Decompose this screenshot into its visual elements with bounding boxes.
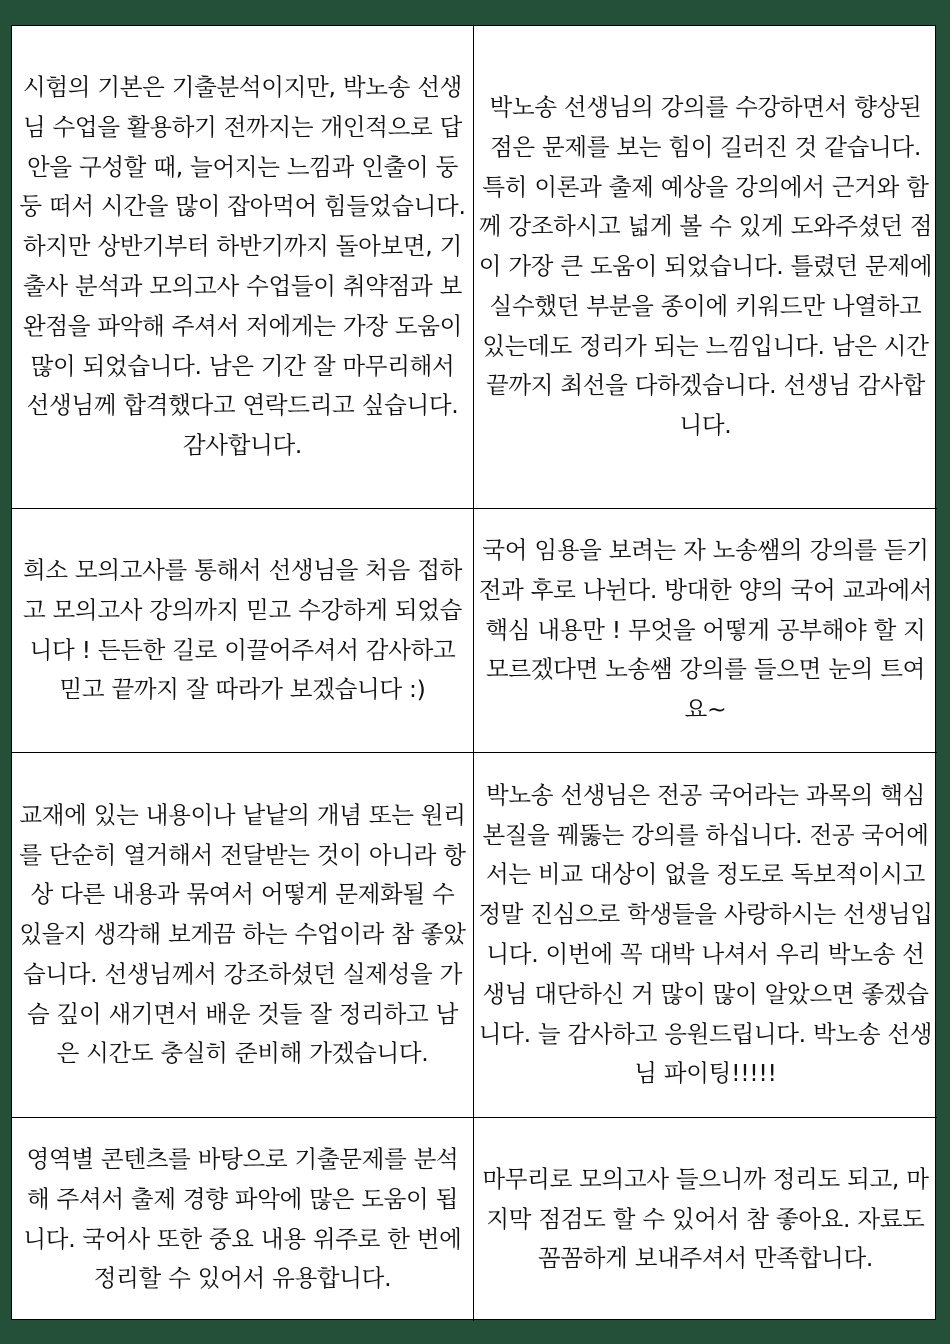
review-text: 박노송 선생님은 전공 국어라는 과목의 핵심 본질을 꿰뚫는 강의를 하십니다. 전공 국어에서는 비교 대상이 없을 정도로 독보적이시고 정말 진심으로 학생들을 사랑하시는 선생님입니다. 이번에 꼭 대박 나셔서 우리 박노송 선생님 대단하신 거 많이 많이 알았으면 좋겠습니다. 늘 감사하고 응원드립니다. 박노송 선생님 파이팅!!!!! [478,780,933,1088]
review-text: 교재에 있는 내용이나 낱낱의 개념 또는 원리를 단순히 열거해서 전달받는 것이 아니라 항상 다른 내용과 묶여서 어떻게 문제화될 수 있을지 생각해 보게끔 하는 수업이라 참 좋았습니다. 선생님께서 강조하셨던 실제성을 가슴 깊이 새기면서 배운 것들 잘 정리하고 남은 시간도 충실히 준비해 가겠습니다. [19,800,466,1068]
review-cell [474,753,937,1118]
review-cell [474,509,937,753]
review-text: 영역별 콘텐츠를 바탕으로 기출문제를 분석해 주셔서 출제 경향 파악에 많은 도움이 됩니다. 국어사 또한 중요 내용 위주로 한 번에 정리할 수 있어서 유용합니다. [23,1144,462,1293]
review-table [11,25,936,1320]
review-text: 희소 모의고사를 통해서 선생님을 처음 접하고 모의고사 강의까지 믿고 수강하게 되었습니다 ! 든든한 길로 이끌어주셔서 감사하고 믿고 끝까지 잘 따라가 보겠습니다 :) [22,555,463,704]
review-text: 시험의 기본은 기출분석이지만, 박노송 선생님 수업을 활용하기 전까지는 개인적으로 답안을 구성할 때, 늘어지는 느낌과 인출이 둥둥 떠서 시간을 많이 잡아먹어 힘들었습니다. 하지만 상반기부터 하반기까지 돌아보면, 기출사 분석과 모의고사 수업들이 취약점과 보완점을 파악해 주셔서 저에게는 가장 도움이 많이 되었습니다. 남은 기간 잘 마무리해서 선생님께 합격했다고 연락드리고 싶습니다. 감사합니다. [19,73,466,460]
review-cell [12,509,474,753]
review-cell [474,1118,937,1321]
review-cell [12,753,474,1118]
review-cell [474,26,937,509]
review-text: 박노송 선생님의 강의를 수강하면서 향상된 점은 문제를 보는 힘이 길러진 것 같습니다. 특히 이론과 출제 예상을 강의에서 근거와 함께 강조하시고 넓게 볼 수 있게 도와주셨던 점이 가장 큰 도움이 되었습니다. 틀렸던 문제에 실수했던 부분을 종이에 키워드만 나열하고 있는데도 정리가 되는 느낌입니다. 남은 시간 끝까지 최선을 다하겠습니다. 선생님 감사합니다. [478,92,933,440]
review-text: 마무리로 모의고사 들으니까 정리도 되고, 마지막 점검도 할 수 있어서 참 좋아요. 자료도 꼼꼼하게 보내주셔서 만족합니다. [482,1164,929,1273]
review-cell [12,1118,474,1321]
review-text: 국어 임용을 보려는 자 노송쌤의 강의를 듣기 전과 후로 나뉜다. 방대한 양의 국어 교과에서 핵심 내용만 ! 무엇을 어떻게 공부해야 할 지 모르겠다면 노송쌤 강의를 들으면 눈의 트여요~ [478,536,933,724]
review-cell [12,26,474,509]
